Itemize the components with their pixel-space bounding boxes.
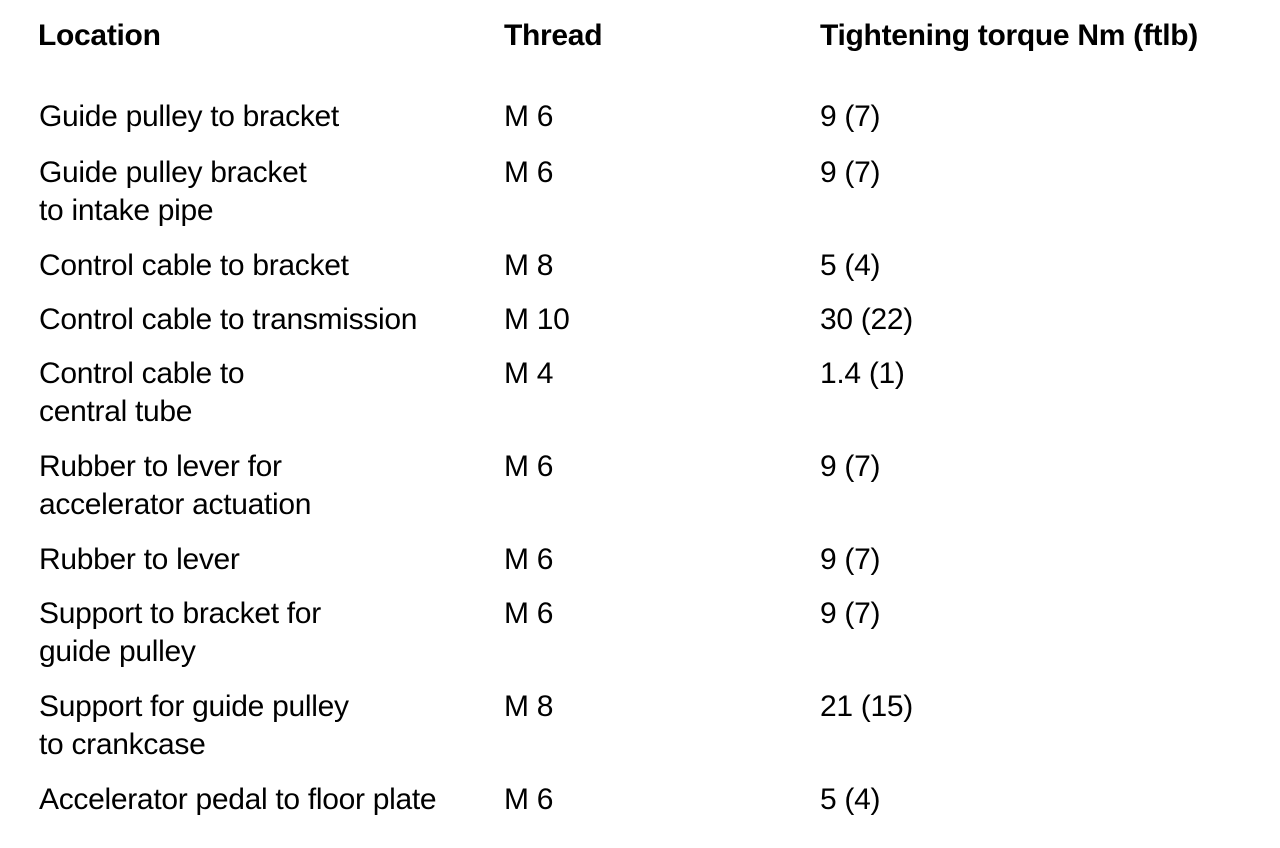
location-line: to crankcase	[39, 728, 206, 761]
cell-location	[39, 781, 436, 819]
cell-torque: 5 (4)	[820, 783, 881, 816]
location-line: Support to bracket for	[39, 597, 321, 630]
header-thread: Thread	[504, 19, 603, 52]
cell-torque: 30 (22)	[820, 303, 913, 336]
cell-location	[39, 154, 307, 230]
cell-location	[39, 247, 349, 285]
cell-thread: M 6	[504, 450, 554, 483]
cell-thread: M 6	[504, 100, 554, 133]
cell-location	[39, 448, 311, 524]
location-line: Control cable to transmission	[39, 303, 418, 336]
cell-thread: M 6	[504, 156, 554, 189]
table-header	[0, 18, 1280, 58]
location-line: central tube	[39, 395, 193, 428]
cell-torque: 5 (4)	[820, 249, 881, 282]
location-line: Guide pulley bracket	[39, 156, 307, 189]
cell-location	[39, 355, 244, 431]
header-location: Location	[38, 19, 161, 52]
cell-thread: M 4	[504, 357, 554, 390]
location-line: Control cable to bracket	[39, 249, 349, 282]
cell-thread: M 6	[504, 543, 554, 576]
cell-location	[39, 301, 417, 339]
location-line: Rubber to lever	[39, 543, 240, 576]
location-line: Rubber to lever for	[39, 450, 282, 483]
cell-location	[39, 98, 339, 136]
cell-location	[39, 688, 349, 764]
cell-location	[39, 541, 240, 579]
location-line: Support for guide pulley	[39, 690, 349, 723]
location-line: to intake pipe	[39, 194, 214, 227]
location-line: Accelerator pedal to floor plate	[39, 783, 437, 816]
header-torque: Tightening torque Nm (ftlb)	[820, 19, 1198, 52]
cell-thread: M 6	[504, 597, 554, 630]
cell-torque: 9 (7)	[820, 597, 881, 630]
cell-torque: 9 (7)	[820, 450, 881, 483]
cell-thread: M 8	[504, 249, 554, 282]
location-line: Control cable to	[39, 357, 245, 390]
cell-location	[39, 595, 321, 671]
location-line: accelerator actuation	[39, 488, 312, 521]
cell-torque: 9 (7)	[820, 156, 881, 189]
cell-thread: M 6	[504, 783, 554, 816]
location-line: guide pulley	[39, 635, 196, 668]
cell-torque: 9 (7)	[820, 100, 881, 133]
cell-thread: M 10	[504, 303, 570, 336]
cell-thread: M 8	[504, 690, 554, 723]
location-line: Guide pulley to bracket	[39, 100, 339, 133]
cell-torque: 1.4 (1)	[820, 357, 905, 390]
cell-torque: 9 (7)	[820, 543, 881, 576]
cell-torque: 21 (15)	[820, 690, 913, 723]
